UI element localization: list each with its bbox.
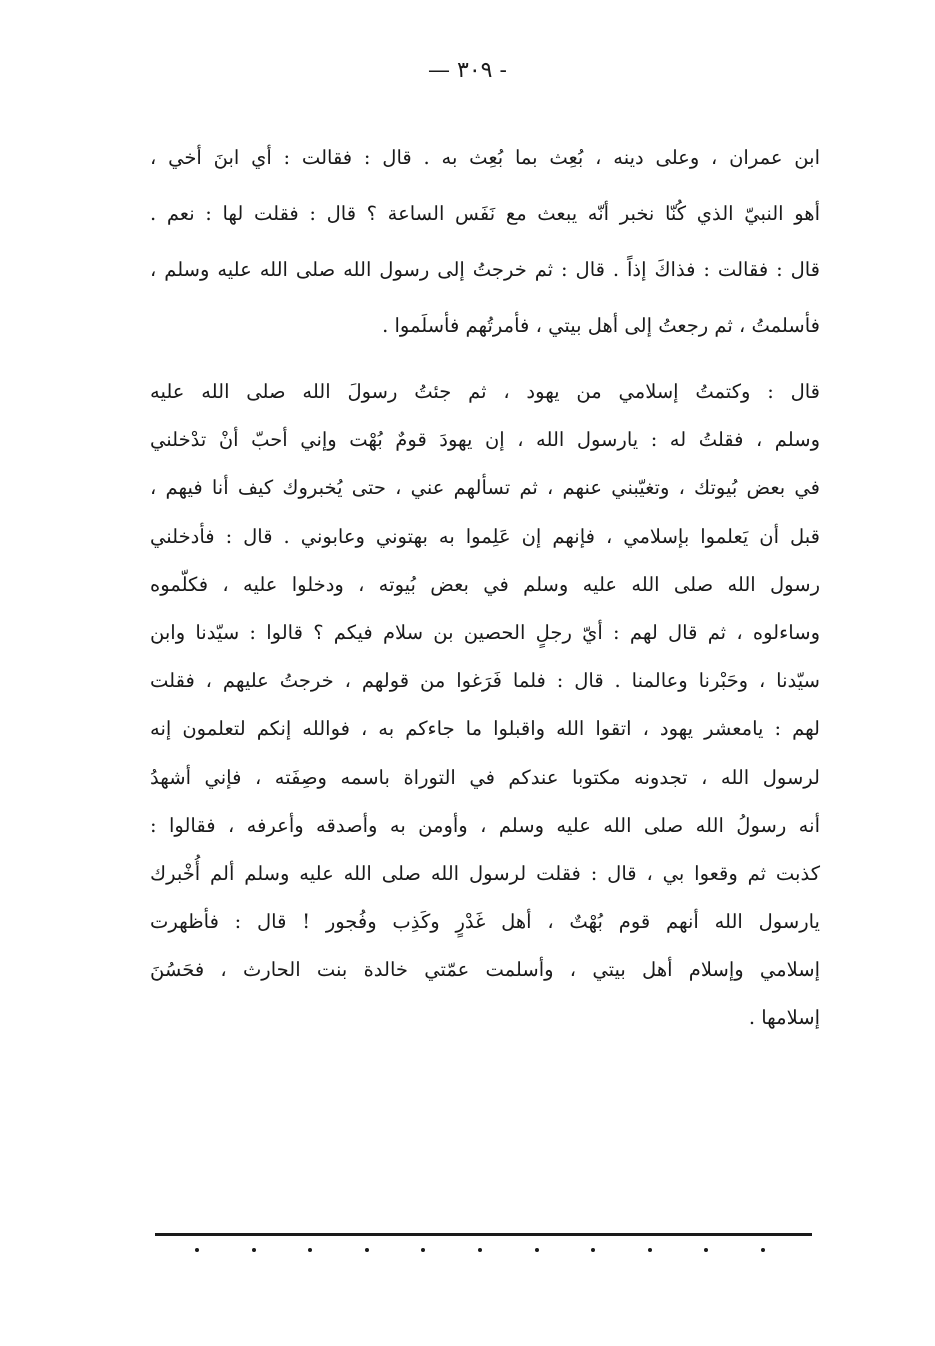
text-line: رسول الله صلى الله عليه وسلم في بعض بُيوته ، ودخلوا عليه ، فكلّموه (150, 572, 820, 596)
text-line: إسلامي وإسلام أهل بيتي ، وأسلمت عمّتي خالدة بنت الحارث ، فحَسُنَ (150, 958, 820, 982)
text-line: قبل أن يَعلموا بإسلامي ، فإنهم إن عَلِموا به بهتوني وعابوني . قال : فأدخلني (150, 524, 820, 548)
footer-dot (252, 1248, 256, 1252)
text-line: لرسول الله ، تجدونه مكتوبا عندكم في التوراة باسمه وصِفَته ، فإني أشهدُ (150, 765, 820, 789)
footer-dot (195, 1248, 199, 1252)
paragraph-2 (150, 368, 820, 1043)
footer-dot (591, 1248, 595, 1252)
footer-dot (704, 1248, 708, 1252)
footer-dot (421, 1248, 425, 1252)
text-line: فأسلمتُ ، ثم رجعتُ إلى أهل بيتي ، فأمرتُهم فأسلَموا . (382, 314, 820, 337)
text-line: ابن عمران ، وعلى دينه ، بُعِث بما بُعِث به . قال : فقالت : أي ابنَ أخي ، (150, 146, 820, 169)
text-line: قال : فقالت : فذاكَ إذاً . قال : ثم خرجتُ إلى رسول الله صلى الله عليه وسلم ، (150, 258, 820, 281)
footer-rule (155, 1233, 812, 1236)
text-line: يارسول الله أنهم قوم بُهْتٌ ، أهل غَدْرٍ وكَذِب وفُجور ! قال : فأظهرت (150, 910, 820, 934)
paragraph-1 (150, 130, 820, 354)
text-line: وساءلوه ، ثم قال لهم : أيّ رجلٍ الحصين بن سلام فيكم ؟ قالوا : سيّدنا وابن (150, 620, 820, 644)
footer-dots (195, 1248, 765, 1252)
text-line: إسلامها . (748, 1006, 820, 1030)
text-line: أنه رسولُ الله صلى الله عليه وسلم ، وأومن به وأصدقه وأعرفه ، فقالوا : (150, 813, 820, 837)
text-line: وسلم ، فقلتُ له : يارسول الله ، إن يهودَ قومٌ بُهْت وإني أحبّ أنْ تدْخلني (150, 428, 820, 452)
footer-dot (478, 1248, 482, 1252)
footer-dot (365, 1248, 369, 1252)
footer-dot (648, 1248, 652, 1252)
footer-dot (535, 1248, 539, 1252)
text-line: كذبت ثم وقعوا بي ، قال : فقلت لرسول الله صلى الله عليه وسلم ألم أُخْبرك (150, 861, 820, 885)
footer-dot (308, 1248, 312, 1252)
text-line: قال : وكتمتُ إسلامي من يهود ، ثم جئتُ رسولَ الله صلى الله عليه (150, 380, 820, 403)
text-line: أهو النبيّ الذي كُنّا نخبر أنّه يبعث مع نَفَس الساعة ؟ قال : فقلت لها : نعم . (150, 202, 820, 225)
text-line: لهم : يامعشر يهود ، اتقوا الله واقبلوا ما جاءكم به ، فوالله إنكم لتعلمون إنه (150, 717, 820, 741)
text-line: في بعض بُيوتك ، وتغيّبني عنهم ، ثم تسألهم عني ، حتى يُخبروك كيف أنا فيهم ، (150, 476, 820, 500)
footer-dot (761, 1248, 765, 1252)
text-line: سيّدنا ، وحَبْرنا وعالمنا . قال : فلما فَرَغوا من قولهم ، خرجتُ عليهم ، فقلت (150, 669, 820, 693)
page-number: — ٣٠٩ - (428, 58, 507, 83)
